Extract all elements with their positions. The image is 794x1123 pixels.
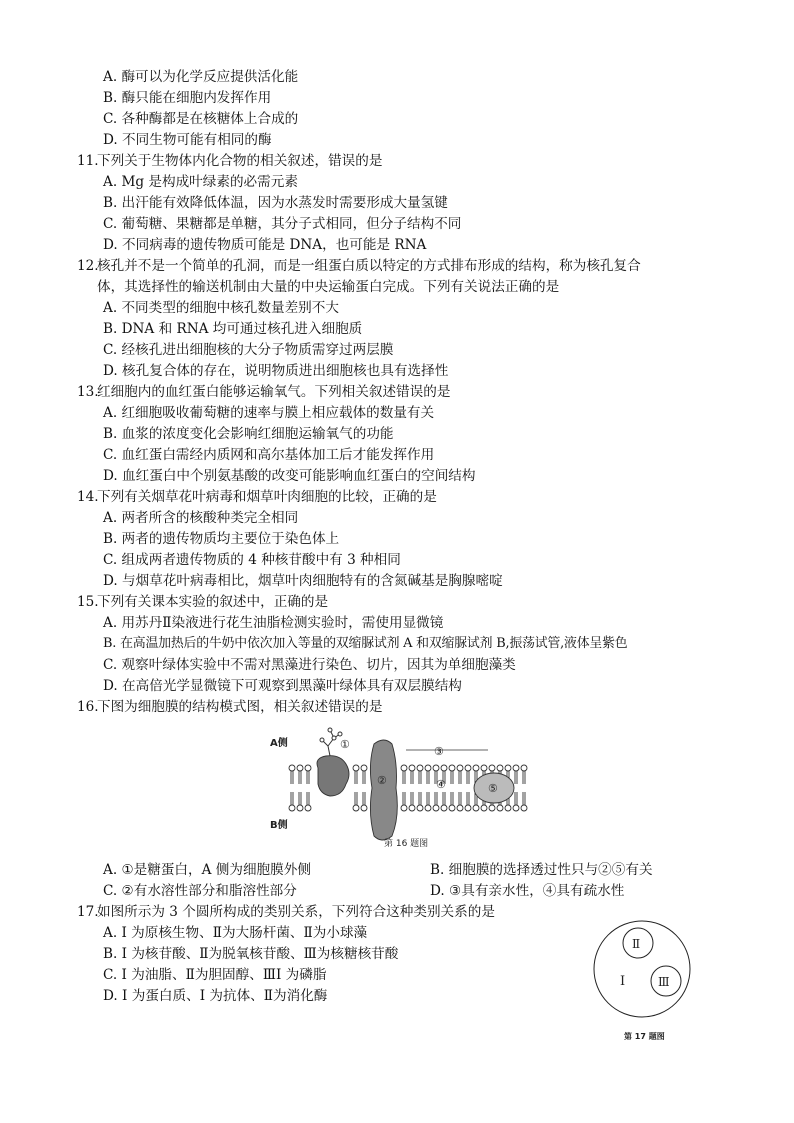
circle-label-2: Ⅱ	[632, 937, 641, 951]
lipid-tail	[451, 792, 453, 805]
lipid-head	[521, 765, 527, 771]
transmembrane-protein-shape	[370, 740, 397, 840]
lipid-head	[297, 765, 303, 771]
q12-option-a: A. 不同类型的细胞中核孔数量差别不大	[103, 300, 339, 316]
lipid-head	[433, 765, 439, 771]
q14-option-c: C. 组成两者遗传物质的 4 种核苷酸中有 3 种相同	[103, 552, 401, 568]
figure-17-caption: 第 17 题图	[624, 1032, 665, 1041]
lipid-head	[457, 805, 463, 811]
lipid-head	[513, 805, 519, 811]
lipid-head	[473, 765, 479, 771]
lipid-head	[497, 765, 503, 771]
lipid-tail	[419, 792, 421, 805]
q17-stem	[77, 902, 495, 922]
question-text: 红细胞内的血红蛋白能够运输氧气。下列相关叙述错误的是	[97, 384, 451, 400]
lipid-tail	[523, 792, 525, 805]
lipid-head	[513, 765, 519, 771]
lipid-tail	[459, 792, 461, 805]
q10-option-a: A. 酶可以为化学反应提供活化能	[103, 69, 299, 85]
lipid-tail	[355, 771, 357, 784]
lipid-tail	[467, 771, 469, 784]
lipid-head	[521, 805, 527, 811]
q16-option-c: C. ②有水溶性部分和脂溶性部分	[103, 883, 297, 899]
lipid-head	[465, 805, 471, 811]
lipid-tail	[515, 771, 517, 784]
question-number: 15.	[77, 594, 99, 610]
q13-option-b: B. 血浆的浓度变化会影响红细胞运输氧气的功能	[103, 426, 394, 442]
lipid-head	[505, 765, 511, 771]
q10-option-b: B. 酶只能在细胞内发挥作用	[103, 90, 272, 106]
question-number: 14.	[77, 489, 99, 505]
lipid-tail	[443, 792, 445, 805]
side-a-label: A侧	[270, 738, 288, 749]
question-number: 11.	[77, 153, 99, 169]
lipid-head	[425, 765, 431, 771]
q15-stem	[77, 592, 328, 612]
question-number: 12.	[77, 258, 99, 274]
label-4: ④	[436, 778, 446, 791]
q12-option-b: B. DNA 和 RNA 均可通过核孔进入细胞质	[103, 321, 363, 337]
question-text: 下图为细胞膜的结构模式图，相关叙述错误的是	[97, 699, 383, 715]
lipid-tail	[299, 771, 301, 784]
q12-stem	[77, 256, 641, 276]
lipid-head	[353, 765, 359, 771]
lipid-tail	[451, 771, 453, 784]
lipid-head	[297, 805, 303, 811]
lipid-head	[401, 765, 407, 771]
question-text: 下列有关烟草花叶病毒和烟草叶肉细胞的比较，正确的是	[97, 489, 437, 505]
lipid-head	[449, 765, 455, 771]
question-text: 核孔并不是一个简单的孔洞，而是一组蛋白质以特定的方式排布形成的结构，称为核孔复合	[97, 258, 641, 274]
lipid-tail	[291, 792, 293, 805]
lipid-head	[305, 805, 311, 811]
lipid-tail	[515, 792, 517, 805]
q16-stem	[77, 697, 382, 717]
lipid-tail	[307, 792, 309, 805]
lipid-tail	[523, 771, 525, 784]
membrane-diagram	[268, 724, 530, 852]
lipid-head	[353, 805, 359, 811]
lipid-head	[473, 805, 479, 811]
lipid-tail	[427, 771, 429, 784]
lipid-tail	[459, 771, 461, 784]
lipid-tail	[299, 792, 301, 805]
lipid-head	[441, 805, 447, 811]
question-number: 13.	[77, 384, 99, 400]
lipid-tail	[435, 792, 437, 805]
q15-option-c: C. 观察叶绿体实验中不需对黑藻进行染色、切片，因其为单细胞藻类	[103, 657, 516, 673]
lipid-head	[425, 805, 431, 811]
question-text: 下列关于生物体内化合物的相关叙述，错误的是	[97, 153, 383, 169]
label-3: ③	[434, 745, 444, 758]
label-5: ⑤	[488, 782, 498, 795]
glycoprotein-shape	[317, 756, 349, 796]
lipid-head	[449, 805, 455, 811]
lipid-tail	[427, 792, 429, 805]
q13-stem	[77, 382, 450, 402]
q12-option-c: C. 经核孔进出细胞核的大分子物质需穿过两层膜	[103, 342, 394, 358]
lipid-tail	[403, 792, 405, 805]
lipid-head	[497, 805, 503, 811]
q13-option-a: A. 红细胞吸收葡萄糖的速率与膜上相应载体的数量有关	[103, 405, 435, 421]
lipid-head	[305, 765, 311, 771]
q11-stem	[77, 151, 382, 171]
lipid-head	[489, 805, 495, 811]
lipid-tail	[355, 792, 357, 805]
lipid-head	[433, 805, 439, 811]
question-number: 16.	[77, 699, 99, 715]
q12-stem-continued: 体，其选择性的输送机制由大量的中央运输蛋白完成。下列有关说法正确的是	[97, 279, 560, 295]
lipid-tail	[291, 771, 293, 784]
lipid-head	[361, 765, 367, 771]
lipid-head	[441, 765, 447, 771]
question-number: 17.	[77, 904, 99, 920]
q12-option-d: D. 核孔复合体的存在，说明物质进出细胞核也具有选择性	[103, 363, 449, 379]
lipid-head	[481, 805, 487, 811]
lipid-head	[409, 805, 415, 811]
label-2: ②	[377, 774, 387, 787]
q15-option-b: B. 在高温加热后的牛奶中依次加入等量的双缩脲试剂 A 和双缩脲试剂 B,振荡试管,液体呈紫色	[103, 636, 628, 651]
label-1: ①	[340, 738, 350, 751]
q17-option-c: C. I 为油脂、Ⅱ为胆固醇、ⅢI 为磷脂	[103, 967, 327, 983]
q14-stem	[77, 487, 437, 507]
lipid-head	[401, 805, 407, 811]
lipid-tail	[307, 771, 309, 784]
figure-16-caption: 第 16 题图	[384, 839, 429, 849]
lipid-head	[465, 765, 471, 771]
q11-option-a: A. Mg 是构成叶绿素的必需元素	[103, 174, 298, 190]
q14-option-d: D. 与烟草花叶病毒相比，烟草叶肉细胞特有的含氮碱基是胸腺嘧啶	[103, 573, 503, 589]
category-circles-diagram	[590, 915, 700, 1045]
q14-option-a: A. 两者所含的核酸种类完全相同	[103, 510, 299, 526]
lipid-tail	[419, 771, 421, 784]
lipid-head	[457, 765, 463, 771]
lipid-tail	[363, 771, 365, 784]
q16-option-a: A. ①是糖蛋白，A 侧为细胞膜外侧	[103, 862, 311, 878]
circle-label-3: Ⅲ	[658, 975, 670, 989]
q11-option-b: B. 出汗能有效降低体温，因为水蒸发时需要形成大量氢键	[103, 195, 448, 211]
circle-label-1: I	[620, 974, 626, 989]
lipid-head	[289, 765, 295, 771]
lipid-head	[489, 765, 495, 771]
q17-option-a: A. I 为原核生物、Ⅱ为大肠杆菌、Ⅱ为小球藻	[103, 925, 368, 941]
q17-option-b: B. I 为核苷酸、Ⅱ为脱氧核苷酸、Ⅲ为核糖核苷酸	[103, 946, 399, 962]
lipid-head	[505, 805, 511, 811]
q15-option-d: D. 在高倍光学显微镜下可观察到黑藻叶绿体具有双层膜结构	[103, 678, 462, 694]
q11-option-d: D. 不同病毒的遗传物质可能是 DNA，也可能是 RNA	[103, 237, 427, 253]
lipid-head	[409, 765, 415, 771]
q10-option-c: C. 各种酶都是在核糖体上合成的	[103, 111, 299, 127]
lipid-tail	[467, 792, 469, 805]
side-b-label: B侧	[270, 820, 288, 831]
q16-option-d: D. ③具有亲水性，④具有疏水性	[430, 883, 625, 899]
q11-option-c: C. 葡萄糖、果糖都是单糖，其分子式相同，但分子结构不同	[103, 216, 462, 232]
q13-option-d: D. 血红蛋白中个别氨基酸的改变可能影响血红蛋白的空间结构	[103, 468, 476, 484]
lipid-tail	[411, 771, 413, 784]
q17-option-d: D. I 为蛋白质、I 为抗体、Ⅱ为消化酶	[103, 988, 328, 1004]
lipid-tail	[403, 771, 405, 784]
lipid-head	[481, 765, 487, 771]
lipid-head	[289, 805, 295, 811]
q13-option-c: C. 血红蛋白需经内质网和高尔基体加工后才能发挥作用	[103, 447, 435, 463]
q14-option-b: B. 两者的遗传物质均主要位于染色体上	[103, 531, 340, 547]
q16-option-b: B. 细胞膜的选择透过性只与②⑤有关	[430, 862, 653, 878]
question-text: 下列有关课本实验的叙述中，正确的是	[97, 594, 329, 610]
lipid-tail	[363, 792, 365, 805]
lipid-head	[417, 805, 423, 811]
q15-option-a: A. 用苏丹Ⅱ染液进行花生油脂检测实验时，需使用显微镜	[103, 615, 444, 631]
q10-option-d: D. 不同生物可能有相同的酶	[103, 132, 272, 148]
lipid-head	[417, 765, 423, 771]
lipid-head	[361, 805, 367, 811]
lipid-tail	[411, 792, 413, 805]
question-text: 如图所示为 3 个圆所构成的类别关系，下列符合这种类别关系的是	[97, 904, 495, 920]
